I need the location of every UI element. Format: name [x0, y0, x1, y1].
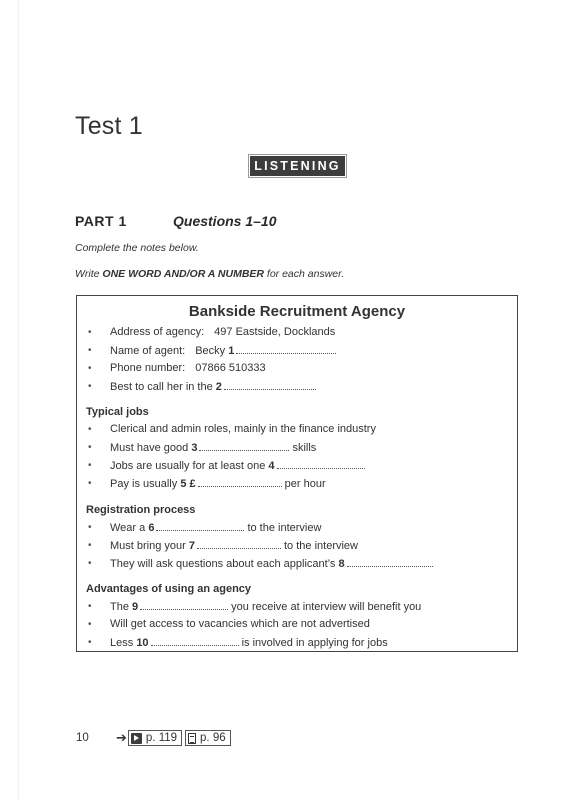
page-number: 10	[76, 732, 89, 744]
answer-blank[interactable]	[277, 459, 365, 469]
answer-blank[interactable]	[347, 557, 433, 567]
bullet-icon: •	[88, 381, 92, 392]
part-label: PART 1	[75, 213, 127, 229]
bullet-icon: •	[88, 522, 92, 533]
question-number: 10	[136, 637, 149, 649]
answer-blank[interactable]	[156, 521, 244, 531]
question-number: 9	[132, 601, 139, 613]
notes-box: Bankside Recruitment Agency • Address of agency: 497 Eastside, Docklands • Name of agent: Becky 1 • Phone number: 07866 510333 • Best to call her in the 2 Typical jobs • Clerical and admin roles, mainly in the finance industry • Must have good 3 skills • Jobs are usually for at least one 4 • Pay is usually 5 £ per hour Registration process • Wear a 6 to the interview • Must bring your 7 to the interview • They will ask questions about each applicant’s 8 Advantages of using an agency • The 9 you receive at interview will benefit you • Will get access to vacancies which are not advertised • Less 10 is involved in applying for jobs	[76, 295, 518, 652]
answer-blank[interactable]	[198, 477, 282, 487]
part-heading	[75, 213, 277, 229]
question-number: 5	[180, 478, 187, 490]
page-edge	[18, 0, 19, 800]
bullet-icon: •	[88, 601, 92, 612]
answer-blank[interactable]	[236, 344, 336, 354]
section-banner: LISTENING	[250, 156, 345, 176]
bullet-icon: •	[88, 637, 92, 648]
question-number: 6	[148, 522, 155, 534]
audio-script-icon	[131, 733, 142, 744]
answer-blank[interactable]	[140, 600, 228, 610]
bullet-icon: •	[88, 540, 92, 551]
section-heading-typical-jobs: Typical jobs	[86, 406, 149, 418]
bullet-icon: •	[88, 478, 92, 489]
part-questions: Questions 1–10	[173, 213, 277, 229]
question-number: 8	[338, 558, 345, 570]
page-title: Test 1	[75, 112, 143, 140]
bullet-icon: •	[88, 460, 92, 471]
instruction-word-limit: Write ONE WORD AND/OR A NUMBER for each answer.	[75, 268, 345, 280]
answer-key-icon	[188, 733, 196, 744]
bullet-icon: •	[88, 363, 92, 374]
audio-script-link[interactable]	[128, 730, 182, 746]
answer-blank[interactable]	[199, 441, 289, 451]
bullet-icon: •	[88, 327, 92, 338]
bullet-icon: •	[88, 345, 92, 356]
section-heading-registration: Registration process	[86, 504, 196, 516]
question-number: 7	[188, 540, 195, 552]
bullet-icon: •	[88, 442, 92, 453]
instruction-complete: Complete the notes below.	[75, 242, 199, 254]
arrow-right-icon: ➔	[116, 730, 127, 745]
section-heading-advantages: Advantages of using an agency	[86, 583, 252, 595]
question-number: 3	[191, 442, 198, 454]
answer-blank[interactable]	[151, 636, 239, 646]
question-number: 2	[215, 381, 222, 393]
answer-blank[interactable]	[197, 539, 281, 549]
answer-blank[interactable]	[224, 380, 316, 390]
notes-title: Bankside Recruitment Agency	[188, 303, 406, 320]
question-number: 4	[268, 460, 275, 472]
answer-key-page: p. 96	[200, 732, 226, 744]
answer-key-link[interactable]	[185, 730, 231, 746]
bullet-icon: •	[88, 558, 92, 569]
question-number: 1	[228, 345, 235, 357]
page-footer	[76, 730, 234, 746]
audio-script-page: p. 119	[145, 732, 178, 744]
bullet-icon: •	[88, 424, 92, 435]
bullet-icon: •	[88, 619, 92, 630]
